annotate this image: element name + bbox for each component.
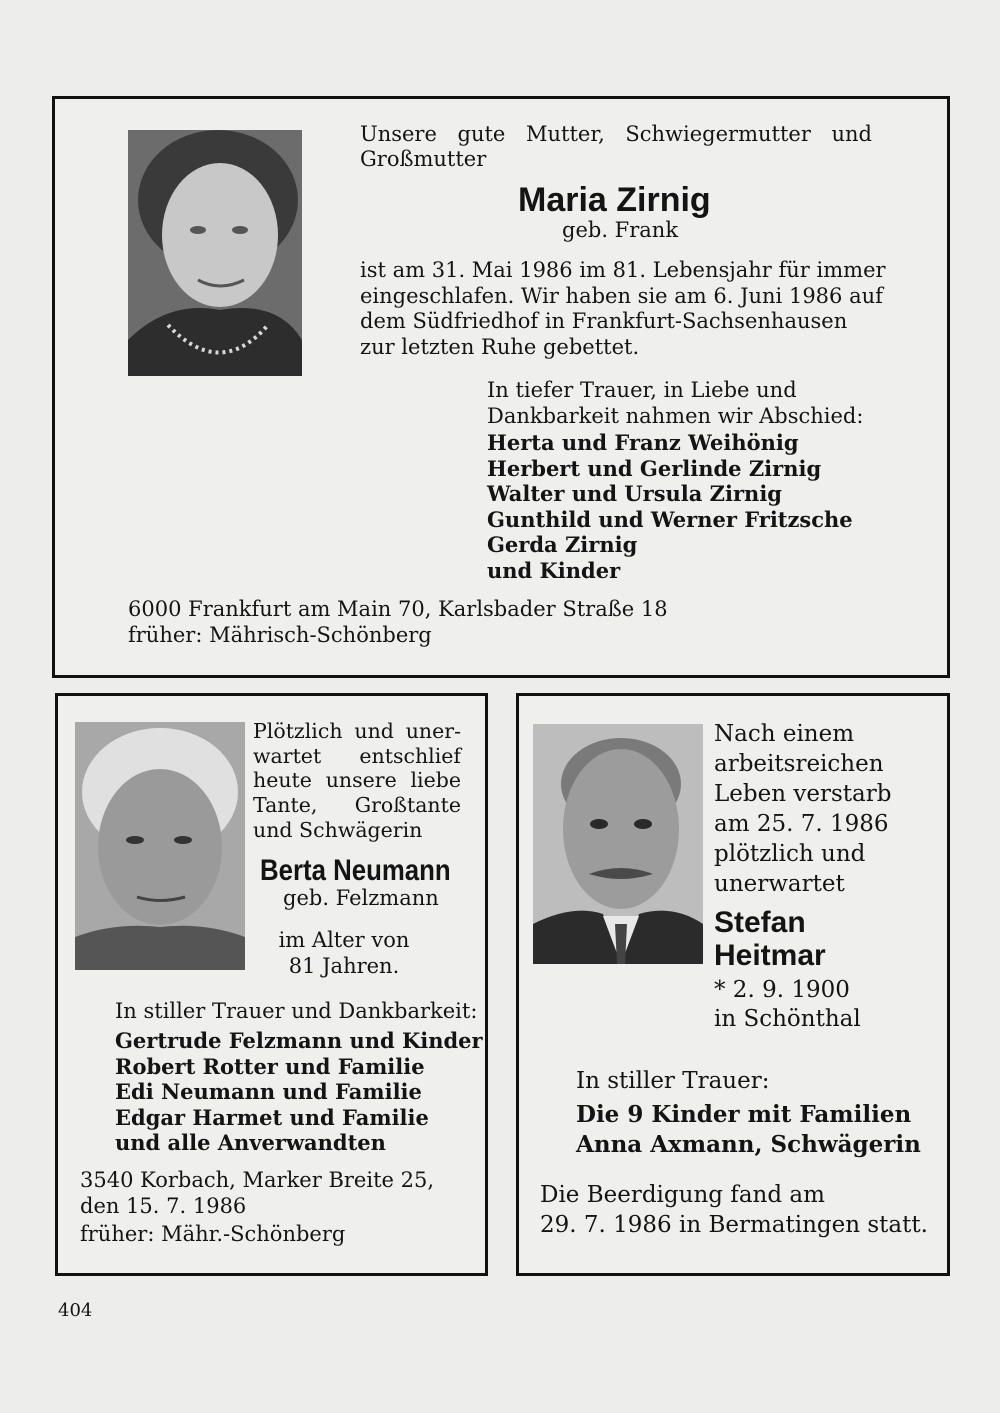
mourners-list [487,430,853,583]
mourner: und Kinder [487,557,621,583]
intro-line: Plötzlich und uner- [253,719,461,743]
deceased-name: Maria Zirnig [518,181,711,219]
last-name: Heitmar [714,939,826,972]
former-residence: früher: Mährisch-Schönberg [128,623,432,647]
mourner: und alle Anverwandten [115,1130,386,1155]
mourner: Walter und Ursula Zirnig [487,481,782,506]
mourner: Die 9 Kinder mit Familien [576,1101,912,1128]
intro-text [253,719,461,843]
intro-text [714,719,891,899]
birth-place: in Schönthal [714,1006,861,1032]
portrait-image [128,130,302,376]
birth-info [714,976,861,1034]
mourning-line: In tiefer Trauer, in Liebe und [487,378,797,402]
intro-line: Großmutter [360,147,487,171]
mourning-text [487,378,863,429]
mourning-line: Dankbarkeit nahmen wir Abschied: [487,403,864,428]
intro-line: Tante, Großtante [253,793,461,818]
age-line: im Alter von [278,928,410,952]
mourner: Gunthild und Werner Fritzsche [487,506,853,532]
funeral-line: 29. 7. 1986 in Bermatingen statt. [540,1212,928,1238]
portrait-photo-berta-neumann [75,722,245,970]
mourner: Gerda Zirnig [487,532,638,557]
obituary-body [360,258,886,360]
mourner: Robert Rotter und Familie [115,1053,425,1079]
mourners-list [115,1028,483,1156]
address-line: 3540 Korbach, Marker Breite 25, [80,1168,435,1192]
mourner: Edgar Harmet und Familie [115,1104,429,1130]
former-residence: früher: Mähr.-Schönberg [80,1222,346,1246]
mourner: Gertrude Felzmann und Kinder [115,1028,483,1053]
portrait-image [533,724,703,964]
deceased-name [714,906,826,972]
mourner: Herta und Franz Weihönig [487,430,799,455]
mourning-text: In stiller Trauer: [576,1068,770,1094]
maiden-name: geb. Felzmann [283,886,439,910]
mourners-list [576,1100,921,1160]
intro-line: Leben verstarb [714,781,892,807]
portrait-image [75,722,245,970]
intro-line: unerwartet [714,871,845,897]
address: 6000 Frankfurt am Main 70, Karlsbader Straße 18 [128,597,668,621]
deceased-name: Berta Neumann [260,854,451,887]
intro-line: arbeitsreichen [714,751,884,777]
funeral-line: Die Beerdigung fand am [540,1182,825,1208]
body-line: ist am 31. Mai 1986 im 81. Lebensjahr für immer [360,258,886,282]
mourner: Anna Axmann, Schwägerin [576,1131,921,1158]
body-line: eingeschlafen. Wir haben sie am 6. Juni 1986 auf [360,283,883,308]
first-name: Stefan [714,906,806,939]
age-text [262,928,426,979]
mourner: Herbert und Gerlinde Zirnig [487,455,822,481]
portrait-photo-maria-zirnig [128,130,302,376]
intro-line: am 25. 7. 1986 [714,811,889,837]
address-line: den 15. 7. 1986 [80,1193,247,1218]
birth-date: * 2. 9. 1900 [714,977,850,1003]
page-number: 404 [58,1300,93,1321]
portrait-photo-stefan-heitmar [533,724,703,964]
intro-line: heute unsere liebe [253,768,461,793]
intro-line: Unsere gute Mutter, Schwiegermutter und [360,122,872,146]
age-line: 81 Jahren. [288,953,400,978]
intro-line: und Schwägerin [253,817,423,842]
maiden-name: geb. Frank [562,218,679,242]
mourning-text: In stiller Trauer und Dankbarkeit: [115,999,478,1023]
intro-line: plötzlich und [714,841,866,867]
intro-line: wartet entschlief [253,743,461,768]
intro-line: Nach einem [714,721,855,747]
mourner: Edi Neumann und Familie [115,1079,422,1104]
body-line: zur letzten Ruhe gebettet. [360,334,640,359]
address [80,1168,434,1219]
body-line: dem Südfriedhof in Frankfurt-Sachsenhausen [360,309,848,333]
funeral-info [540,1180,928,1240]
